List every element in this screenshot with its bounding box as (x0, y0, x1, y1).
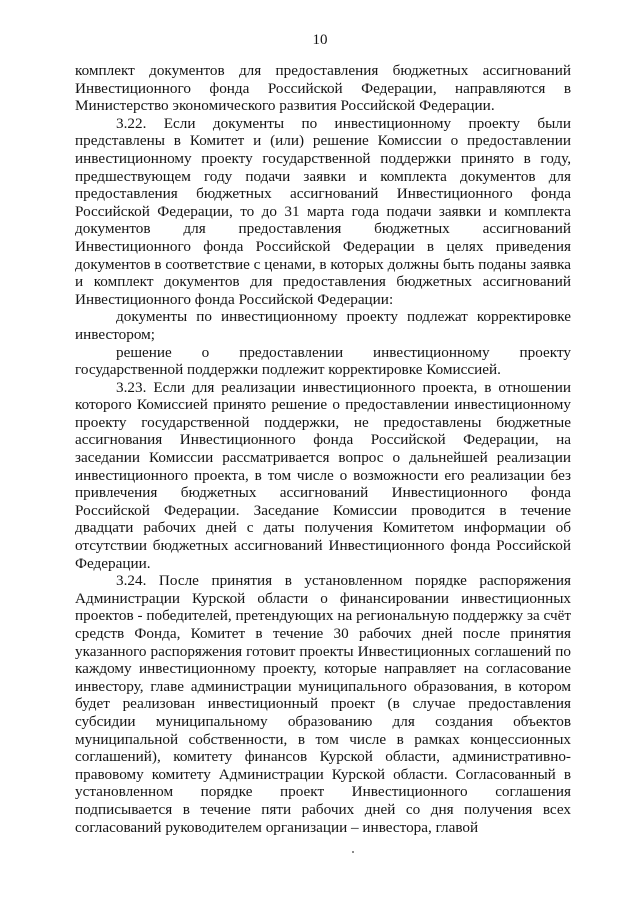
page-number: 10 (312, 32, 328, 48)
paragraph-3-24: 3.24. После принятия в установленном порядке распоряжения Администрации Курской области о финансировании инвестиционных проектов - победителей, претендующих на региональную поддержку за счёт средств Фонда, Комитет в течение 30 рабочих дней после принятия указанного распоряжения готовит проекты Инвестиционных соглашений по каждому инвестиционному проекту, которые направляет на согласование инвестору, главе администрации муниципального образования, в котором будет реализован инвестиционный проект (в случае предоставления субсидии муниципальному образованию для создания объектов муниципальной собственности, в том числе в рамках концессионных соглашений), комитету финансов Курской области, административно-правовому комитету Администрации Курской области. Согласованный в установленном порядке проект Инвестиционного соглашения подписывается в течение пяти рабочих дней со дня получения всех согласований руководителем организации – инвестора, главой (75, 572, 571, 836)
document-body (75, 62, 571, 836)
paragraph: комплект документов для предоставления бюджетных ассигнований Инвестиционного фонда Российской Федерации, направляются в Министерство экономического развития Российской Федерации. (75, 62, 571, 115)
paragraph-documents-correction: документы по инвестиционному проекту подлежат корректировке инвестором; (75, 308, 571, 343)
paragraph-3-22: 3.22. Если документы по инвестиционному проекту были представлены в Комитет и (или) решение Комиссии о предоставлении инвестиционному проекту государственной поддержки принято в году, предшествующем году подачи заявки и комплекта документов для предоставления бюджетных ассигнований Инвестиционного фонда Российской Федерации, то до 31 марта года подачи заявки и комплекта документов для предоставления бюджетных ассигнований Инвестиционного фонда Российской Федерации в целях приведения документов в соответствие с ценами, в которых должны быть поданы заявка и комплект документов для предоставления бюджетных ассигнований Инвестиционного фонда Российской Федерации: (75, 114, 571, 308)
paragraph-3-23: 3.23. Если для реализации инвестиционного проекта, в отношении которого Комиссией принято решение о предоставлении инвестиционному проекту государственной поддержки, не предоставлены бюджетные ассигнования Инвестиционного фонда Российской Федерации, на заседании Комиссии рассматривается вопрос о дальнейшей реализации инвестиционного проекта, в том числе о возможности его реализации без привлечения бюджетных ассигнований Инвестиционного фонда Российской Федерации. Заседание Комиссии проводится в течение двадцати рабочих дней с даты получения Комитетом информации об отсутствии бюджетных ассигнований Инвестиционного фонда Российской Федерации. (75, 378, 571, 572)
scan-speck (352, 851, 354, 853)
paragraph-decision-correction: решение о предоставлении инвестиционному проекту государственной поддержки подлежит корректировке Комиссией. (75, 343, 571, 379)
